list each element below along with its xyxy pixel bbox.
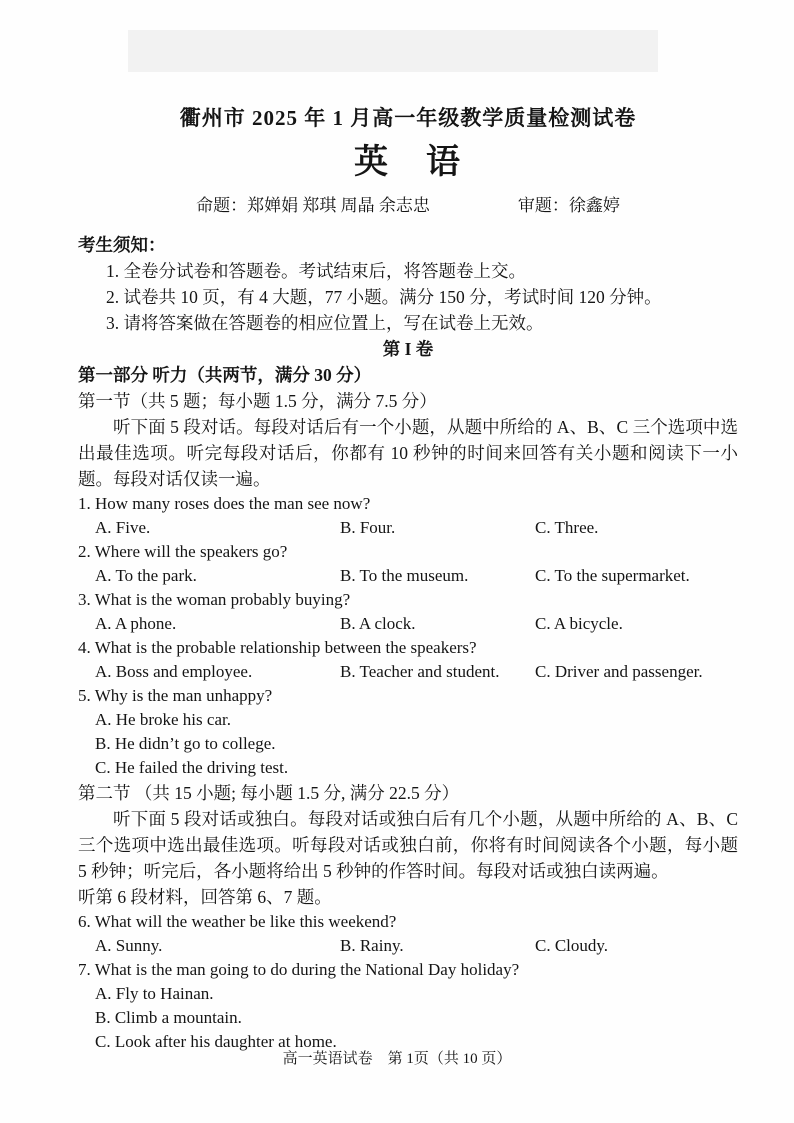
- option-a: A. A phone.: [95, 614, 177, 633]
- options-row: [95, 564, 738, 588]
- option-b: B. To the museum.: [340, 566, 469, 585]
- question-line: [78, 958, 738, 982]
- question-text: What is the probable relationship between the speakers?: [94, 638, 477, 657]
- question-line: [78, 492, 738, 516]
- question-number: 1.: [78, 494, 91, 513]
- question-5: [78, 684, 738, 780]
- page-content: [0, 104, 794, 1054]
- option-a: A. Fly to Hainan.: [95, 984, 214, 1003]
- option-c: C. Three.: [535, 518, 599, 537]
- notice-item: 3. 请将答案做在答题卷的相应位置上，写在试卷上无效。: [106, 313, 544, 333]
- setters-line: [78, 194, 738, 218]
- option-c: C. Cloudy.: [535, 936, 609, 955]
- option-c: C. A bicycle.: [535, 614, 623, 633]
- exam-title: 衢州市 2025 年 1 月高一年级教学质量检测试卷: [179, 106, 637, 130]
- option-a: A. To the park.: [95, 566, 197, 585]
- question-4: [78, 636, 738, 684]
- option-b: B. Teacher and student.: [340, 662, 500, 681]
- part1-heading: 第一部分 听力（共两节，满分 30 分）: [78, 365, 372, 385]
- option-b: B. A clock.: [340, 614, 416, 633]
- option-a: A. Sunny.: [95, 936, 163, 955]
- question-number: 4.: [78, 638, 91, 657]
- candidate-notice: [78, 232, 738, 336]
- question-text: What is the woman probably buying?: [94, 590, 351, 609]
- question-text: Why is the man unhappy?: [94, 686, 273, 705]
- question-number: 6.: [78, 912, 91, 931]
- option-c: C. Look after his daughter at home.: [95, 1032, 337, 1051]
- subject-title: 英 语: [354, 144, 462, 181]
- section1-heading: 第一节（共 5 题；每小题 1.5 分，满分 7.5 分）: [78, 391, 437, 411]
- question-number: 7.: [78, 960, 91, 979]
- question-number: 5.: [78, 686, 91, 705]
- notice-heading: 考生须知：: [78, 235, 166, 255]
- option-a: A. Five.: [95, 518, 151, 537]
- option-b: B. Rainy.: [340, 936, 404, 955]
- question-number: 2.: [78, 542, 91, 561]
- question-text: What will the weather be like this weekend?: [94, 912, 397, 931]
- question-line: [78, 636, 738, 660]
- section2-heading: 第二节 （共 15 小题; 每小题 1.5 分, 满分 22.5 分）: [78, 783, 460, 803]
- volume-heading: 第 I 卷: [382, 339, 434, 359]
- options-row: [95, 660, 738, 684]
- page-footer: 高一英语试卷 第 1页（共 10 页）: [282, 1051, 512, 1067]
- notice-item: 2. 试卷共 10 页，有 4 大题，77 小题。满分 150 分，考试时间 120 分钟。: [106, 287, 662, 307]
- option-c: C. Driver and passenger.: [535, 662, 703, 681]
- option-b: B. Climb a mountain.: [95, 1008, 242, 1027]
- section2-instructions: 听下面 5 段对话或独白。每段对话或独白后有几个小题，从题中所给的 A、B、C 三个选项中选出最佳选项。听每段对话或独白前，你将有时间阅读各个小题，每小题 5 秒钟；听完后，各小题将给出 5 秒钟的作答时间。每段对话或独白读两遍。: [78, 809, 738, 881]
- option-c: C. To the supermarket.: [535, 566, 690, 585]
- question-line: [78, 684, 738, 708]
- option-b: B. Four.: [340, 518, 396, 537]
- options-row: [95, 934, 738, 958]
- scan-artifact-band: [128, 30, 658, 72]
- option-a: A. He broke his car.: [95, 710, 231, 729]
- options-row: [95, 612, 738, 636]
- options-row: [95, 516, 738, 540]
- option-a: A. Boss and employee.: [95, 662, 253, 681]
- material-note: 听第 6 段材料，回答第 6、7 题。: [78, 887, 332, 907]
- section1-instructions: 听下面 5 段对话。每段对话后有一个小题，从题中所给的 A、B、C 三个选项中选出最佳选项。听完每段对话后，你都有 10 秒钟的时间来回答有关小题和阅读下一小题。每段对话仅读一遍。: [78, 417, 738, 489]
- reviewer-label: 审题：徐鑫婷: [517, 196, 620, 215]
- question-text: Where will the speakers go?: [94, 542, 288, 561]
- question-line: [78, 588, 738, 612]
- question-3: [78, 588, 738, 636]
- setters-label: 命题：郑婵娟 郑琪 周晶 余志忠: [196, 196, 430, 215]
- option-c: C. He failed the driving test.: [95, 758, 289, 777]
- question-6: [78, 910, 738, 958]
- question-text: What is the man going to do during the National Day holiday?: [94, 960, 520, 979]
- question-line: [78, 910, 738, 934]
- question-7: [78, 958, 738, 1054]
- notice-item: 1. 全卷分试卷和答题卷。考试结束后，将答题卷上交。: [106, 261, 526, 281]
- question-number: 3.: [78, 590, 91, 609]
- question-text: How many roses does the man see now?: [95, 494, 371, 513]
- question-2: [78, 540, 738, 588]
- option-b: B. He didn’t go to college.: [95, 734, 276, 753]
- question-line: [78, 540, 738, 564]
- question-1: [78, 492, 738, 540]
